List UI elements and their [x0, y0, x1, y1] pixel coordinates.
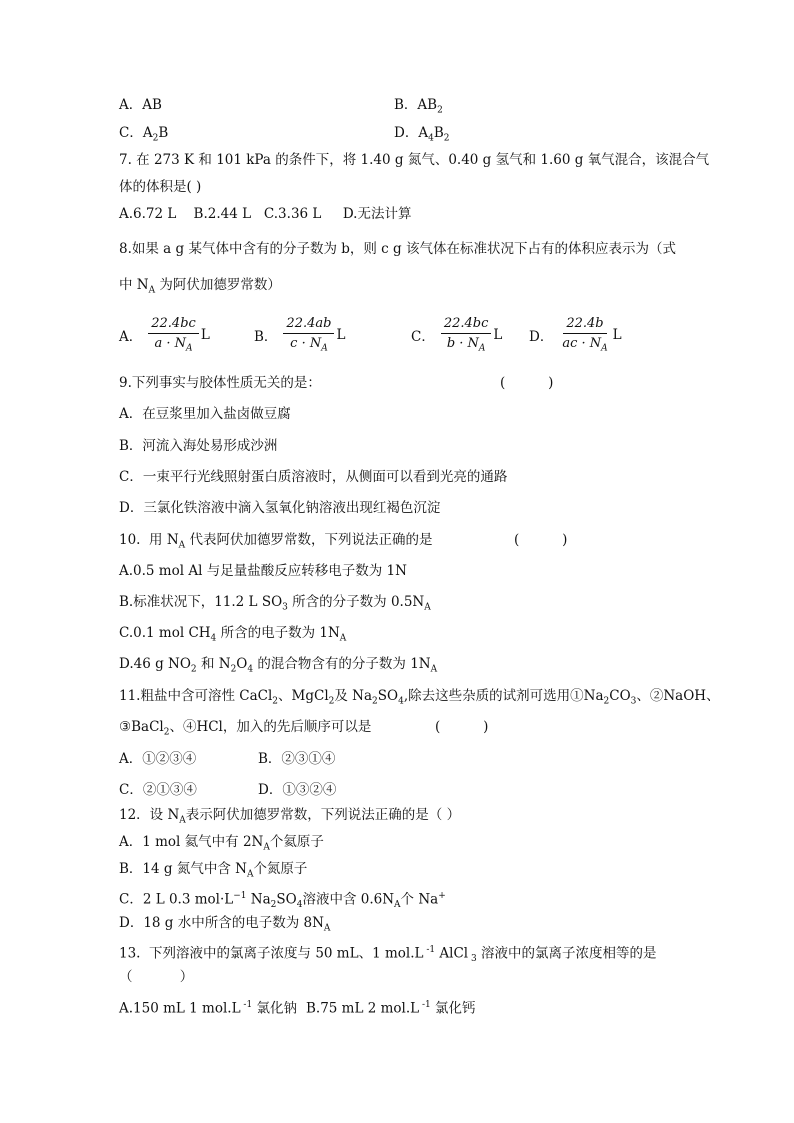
q13-option-a: A.150 mL 1 mol.L $^{-1}$ 氯化钠: [119, 1000, 297, 1017]
q10-stem: 10. 用 $N_A$ 代表阿伏加德罗常数，下列说法正确的是: [119, 532, 433, 551]
fraction: $\frac{22.4bc}{a \cdot N_A}$: [148, 316, 199, 354]
q6-option-d: D．$A_4B_2$: [394, 125, 450, 144]
q10-answer-bracket: ( ): [514, 532, 568, 548]
q8-option-b: B． $\frac{22.4ab}{c \cdot N_A}$ L: [254, 316, 346, 354]
q8-option-d: D． $\frac{22.4b}{ac \cdot N_A}$ L: [529, 316, 622, 354]
q11-answer-bracket: ( ): [435, 719, 489, 735]
q7-stem-line2: 体的体积是( ): [119, 179, 202, 195]
q8-stem-line1: 8.如果 a g 某气体中含有的分子数为 b，则 c g 该气体在标准状况下占有的体积应表示为（式: [119, 241, 676, 257]
q6-option-c: C．$A_2B$: [119, 125, 169, 144]
q7-stem-line1: 7. 在 273 K 和 101 kPa 的条件下，将 1.40 g 氮气、0.40 g 氢气和 1.60 g 氧气混合，该混合气: [119, 152, 710, 168]
q9-option-b: B．河流入海处易形成沙洲: [119, 438, 278, 454]
q9-answer-bracket: ( ): [500, 375, 554, 391]
q12-option-b: B．14 g 氮气中含 $N_A$个氮原子: [119, 861, 308, 880]
q10-option-d: D.46 g $NO_2$ 和 $N_2O_4$ 的混合物含有的分子数为 $1N_A$: [119, 656, 438, 675]
q13-stem-line1: 13. 下列溶液中的氯离子浓度与 50 mL、1 mol.L $^{-1}$ AlCl $_3$ 溶液中的氯离子浓度相等的是: [119, 945, 657, 965]
q8-stem-line2: 中 $N_A$ 为阿伏加德罗常数）: [119, 277, 281, 296]
q7-options: A.6.72 L B.2.44 L C.3.36 L D.无法计算: [119, 206, 412, 222]
fraction: $\frac{22.4ab}{c \cdot N_A}$: [283, 316, 334, 354]
q12-option-d: D．18 g 水中所含的电子数为 $8N_A$: [119, 915, 331, 934]
q11-option-a: A．①②③④: [119, 751, 197, 767]
q11-option-d: D．①③②④: [258, 782, 337, 798]
q10-option-c: C.0.1 mol $CH_4$ 所含的电子数为 $1N_A$: [119, 625, 347, 644]
q8-options: [119, 312, 639, 362]
q9-option-c: C．一束平行光线照射蛋白质溶液时，从侧面可以看到光亮的通路: [119, 469, 508, 485]
fraction: $\frac{22.4bc}{b \cdot N_A}$: [441, 316, 492, 354]
q9-option-d: D．三氯化铁溶液中滴入氢氧化钠溶液出现红褐色沉淀: [119, 500, 441, 516]
q6-option-a: A．AB: [119, 97, 162, 113]
q6-option-b: B．$AB_2$: [394, 97, 443, 116]
q13-option-b: B.75 mL 2 mol.L $^{-1}$ 氯化钙: [306, 1000, 476, 1017]
q9-option-a: A．在豆浆里加入盐卤做豆腐: [119, 406, 291, 422]
q13-stem-line2: （ ）: [119, 969, 194, 985]
q9-stem: 9.下列事实与胶体性质无关的是：: [119, 375, 321, 391]
q8-option-a: A． $\frac{22.4bc}{a \cdot N_A}$ L: [119, 316, 210, 354]
q12-option-c: C．2 L 0.3 $mol\cdot L^{-1}$ $Na_2SO_4$溶液中含 $0.6N_A$个 Na+: [119, 891, 446, 911]
q10-option-b: B.标准状况下，11.2 L $SO_3$ 所含的分子数为 $0.5N_A$: [119, 594, 431, 613]
q11-option-b: B．②③①④: [258, 751, 336, 767]
q11-stem-line2: ③BaCl$_2$、④HCl，加入的先后顺序可以是: [119, 719, 372, 738]
q12-option-a: A．1 mol 氦气中有 $2N_A$个氦原子: [119, 834, 324, 853]
q10-option-a: A.0.5 mol Al 与足量盐酸反应转移电子数为 1N: [119, 563, 407, 579]
q11-option-c: C．②①③④: [119, 782, 197, 798]
q8-option-c: C． $\frac{22.4bc}{b \cdot N_A}$ L: [411, 316, 503, 354]
fraction: $\frac{22.4b}{ac \cdot N_A}$: [562, 316, 608, 354]
q12-stem: 12．设 $N_A$表示阿伏加德罗常数，下列说法正确的是（ ）: [119, 807, 461, 826]
q11-stem-line1: 11.粗盐中含可溶性 CaCl$_2$、MgCl$_2$及 $Na_2SO_4$,除去这些杂质的试剂可选用$①Na_2CO_3$、②NaOH、: [119, 688, 720, 707]
